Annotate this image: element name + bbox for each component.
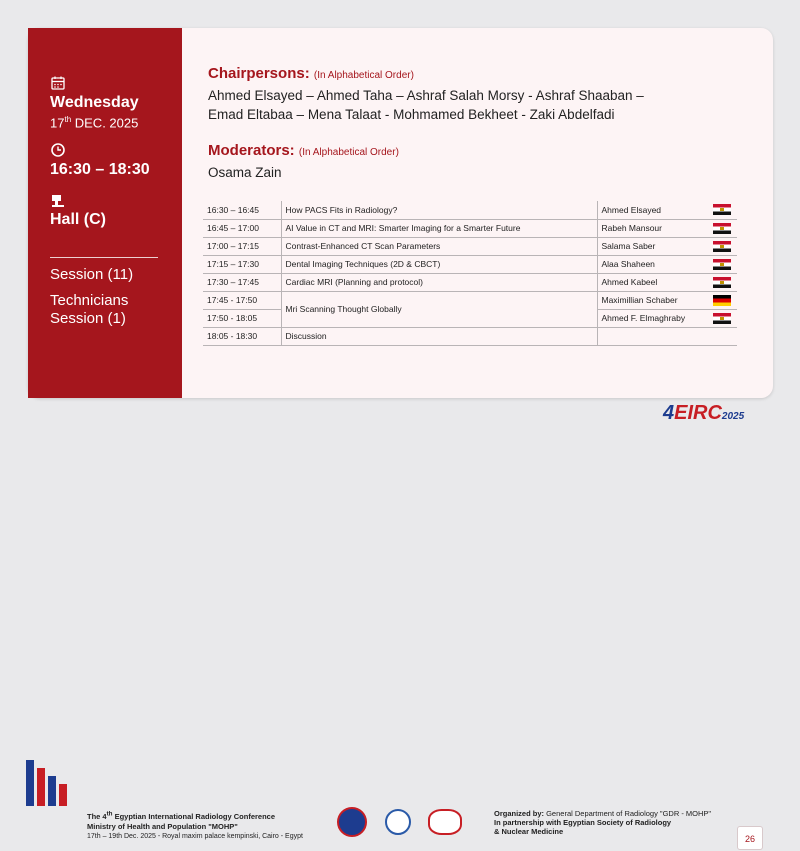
session-number: Session (11) bbox=[50, 266, 134, 283]
organizer-info: Organized by: General Department of Radiology "GDR - MOHP" In partnership with Egyptian Society of Radiology & Nuclear Medicine bbox=[494, 809, 712, 836]
session-time: 16:30 – 18:30 bbox=[50, 161, 150, 178]
session-type: Technicians Session (1) bbox=[50, 292, 129, 327]
table-row: 17:45 - 17:50 Mri Scanning Thought Globally Maximillian Schaber bbox=[203, 291, 737, 309]
clock-icon bbox=[51, 143, 65, 157]
session-day: Wednesday bbox=[50, 94, 139, 111]
moderators-names: Osama Zain bbox=[208, 165, 282, 180]
calendar-icon bbox=[51, 76, 65, 90]
conference-info: The 4th Egyptian International Radiology Conference Ministry of Health and Population "MOHP" 17th – 19th Dec. 2025 - Royal maxim palace kempinski, Cairo - Egypt bbox=[87, 810, 303, 840]
table-row: 18:05 - 18:30 Discussion bbox=[203, 327, 737, 345]
session-date: 17th DEC. 2025 bbox=[50, 115, 139, 131]
table-row: 17:15 – 17:30 Dental Imaging Techniques (2D & CBCT) Alaa Shaheen bbox=[203, 255, 737, 273]
table-row: 16:30 – 16:45 How PACS Fits in Radiology? Ahmed Elsayed bbox=[203, 201, 737, 219]
table-row: 17:30 – 17:45 Cardiac MRI (Planning and protocol) Ahmed Kabeel bbox=[203, 273, 737, 291]
session-hall: Hall (C) bbox=[50, 211, 106, 228]
egypt-flag-icon bbox=[713, 277, 731, 288]
slide-card bbox=[28, 28, 773, 424]
egypt-flag-icon bbox=[713, 241, 731, 252]
moderators-heading: Moderators: (In Alphabetical Order) bbox=[208, 142, 399, 159]
page-number: 26 bbox=[737, 826, 763, 850]
germany-flag-icon bbox=[713, 295, 731, 306]
ministry-logo bbox=[337, 807, 367, 837]
table-row: 17:00 – 17:15 Contrast-Enhanced CT Scan Parameters Salama Saber bbox=[203, 237, 737, 255]
footer bbox=[0, 400, 800, 844]
table-row: 16:45 – 17:00 AI Value in CT and MRI: Smarter Imaging for a Smarter Future Rabeh Mansour bbox=[203, 219, 737, 237]
table-row: 17:50 - 18:05 Ahmed F. Elmaghraby bbox=[203, 309, 737, 327]
egypt-flag-icon bbox=[713, 313, 731, 324]
egypt-flag-icon bbox=[713, 223, 731, 234]
sidebar-divider bbox=[50, 257, 158, 258]
chairpersons-names: Ahmed Elsayed – Ahmed Taha – Ashraf Salah Morsy - Ashraf Shaaban – Emad Eltabaa – Mena Talaat - Mohmamed Bekheet - Zaki Abdelfadi bbox=[208, 88, 644, 122]
chairpersons-heading: Chairpersons: (In Alphabetical Order) bbox=[208, 65, 414, 82]
session-info-panel bbox=[28, 28, 182, 398]
radiology-department-logo bbox=[428, 809, 462, 835]
conference-logo: 4EIRC2025 bbox=[663, 402, 745, 424]
egypt-flag-icon bbox=[713, 204, 731, 215]
schedule-table bbox=[203, 201, 737, 346]
egypt-flag-icon bbox=[713, 259, 731, 270]
hall-icon bbox=[51, 194, 65, 208]
society-logo bbox=[385, 809, 411, 835]
